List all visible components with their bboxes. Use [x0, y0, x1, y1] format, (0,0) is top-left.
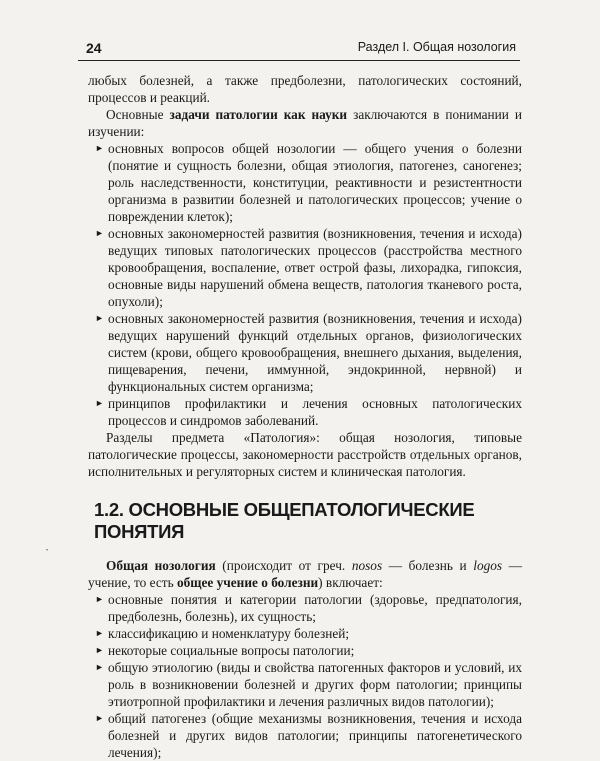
tasks-suffix: заключаются в понимании и изучении: — [88, 107, 522, 139]
bullet-arrow-icon: ► — [95, 228, 104, 238]
tasks-list — [88, 140, 522, 429]
running-head: Раздел I. Общая нозология — [357, 40, 516, 54]
list-item — [88, 310, 522, 395]
sections-paragraph: Разделы предмета «Патология»: общая нозология, типовые патологические процессы, закономерности расстройств отдельных органов, исполнительных и регуляторных систем и клиническая патология. — [88, 430, 522, 479]
tasks-bold-term: задачи патологии как науки — [169, 107, 348, 122]
greek-word-nosos: nosos — [351, 558, 383, 573]
definition-bold-term: общее учение о болезни — [176, 575, 319, 590]
bullet-arrow-icon: ► — [95, 398, 104, 408]
list-item-text: классификацию и номенклатуру болезней; — [108, 626, 350, 641]
page-body — [88, 72, 522, 761]
page-header — [78, 34, 520, 61]
list-item-text: общий патогенез (общие механизмы возникновения, течения и исхода болезней и других видов патологии; принципы патогенетического лечения); — [108, 711, 522, 760]
page-number: 24 — [86, 40, 102, 56]
tasks-prefix: Основные — [106, 107, 170, 122]
list-item — [88, 625, 522, 642]
list-item — [88, 710, 522, 761]
definition-text: — учение, то есть — [88, 558, 522, 590]
bullet-arrow-icon: ► — [95, 662, 104, 672]
list-item-text: основных вопросов общей нозологии — общего учения о болезни (понятие и сущность болезни, общая этиология, патогенез, саногенез; роль наследственности, конституции, реактивности и резистентности организма в развитии болезней и патологических процессов; учение о повреждении клеток); — [108, 141, 522, 224]
nosology-list — [88, 591, 522, 761]
list-item-text: общую этиологию (виды и свойства патогенных факторов и условий, их роль в возникновении болезней и других форм патологии; принципы этиотропной профилактики и лечения различных видов патологии); — [108, 660, 522, 709]
margin-dot: • — [46, 548, 49, 554]
bullet-arrow-icon: ► — [95, 594, 104, 604]
bullet-arrow-icon: ► — [95, 313, 104, 323]
list-item — [88, 591, 522, 625]
bullet-arrow-icon: ► — [95, 628, 104, 638]
section-heading: 1.2. ОСНОВНЫЕ ОБЩЕПАТОЛОГИЧЕСКИЕ ПОНЯТИЯ — [94, 499, 475, 542]
list-item — [88, 642, 522, 659]
bullet-arrow-icon: ► — [95, 645, 104, 655]
list-item — [88, 140, 522, 225]
list-item-text: некоторые социальные вопросы патологии; — [108, 643, 355, 658]
list-item-text: принципов профилактики и лечения основных патологических процессов и синдромов заболеваний. — [108, 396, 522, 428]
tasks-intro-paragraph — [88, 106, 522, 140]
bullet-arrow-icon: ► — [95, 713, 104, 723]
definition-text: — болезнь и — [382, 558, 474, 573]
nosology-definition-paragraph — [88, 557, 522, 591]
nosology-term: Общая нозология — [106, 558, 216, 573]
list-item-text: основные понятия и категории патологии (здоровье, предпатология, предболезнь, болезнь), их сущность; — [108, 592, 522, 624]
list-item-text: основных закономерностей развития (возникновения, течения и исхода) ведущих типовых патологических процессов (расстройства местного кровообращения, воспаление, ответ острой фазы, лихорадка, гипоксия, основные виды нарушений обмена веществ, патология тканевого роста, опухоли); — [108, 226, 522, 309]
bullet-arrow-icon: ► — [95, 143, 104, 153]
list-item — [88, 659, 522, 710]
definition-text: ) включает: — [318, 575, 383, 590]
list-item — [88, 225, 522, 310]
continuation-paragraph: любых болезней, а также предболезни, патологических состояний, процессов и реакций. — [88, 73, 522, 105]
list-item — [88, 395, 522, 429]
greek-word-logos: logos — [473, 558, 503, 573]
list-item-text: основных закономерностей развития (возникновения, течения и исхода) ведущих нарушений функций отдельных органов, физиологических систем (крови, общего кровообращения, внешнего дыхания, выделения, пищеварения, печени, иммунной, эндокринной, нервной) и функциональных систем организма; — [108, 311, 522, 394]
definition-text: (происходит от греч. — [215, 558, 352, 573]
